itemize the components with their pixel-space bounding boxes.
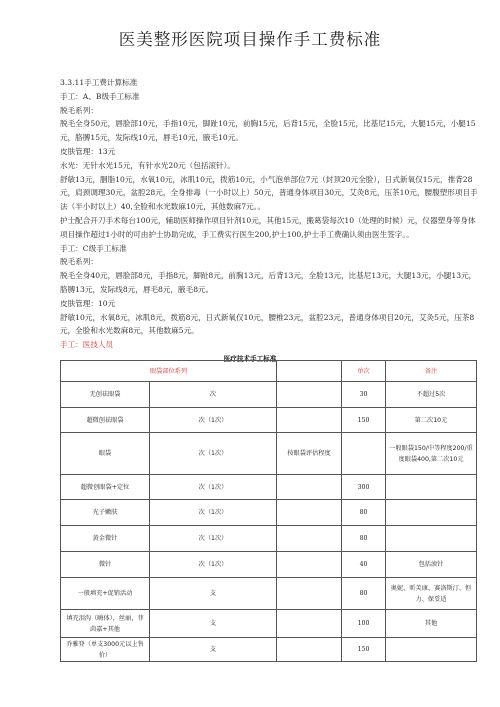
hydration-prices: 水光：无针水光15元，有针水光20元（包括滚针）。 [60, 160, 235, 170]
table-title: 医疗技术手工标准 [223, 355, 277, 363]
cell-item: 微针 [61, 552, 150, 578]
cell-method [277, 500, 342, 526]
cell-method [277, 552, 342, 578]
cell-note: 包括滚针 [386, 552, 477, 578]
cell-method [277, 526, 342, 552]
header-blank [277, 361, 342, 382]
cell-unit: 支 [150, 638, 277, 662]
cell-item: 超微创祛眼袋 [61, 408, 150, 433]
table-row [61, 500, 477, 526]
table-header-row [61, 361, 477, 382]
table-row [61, 526, 477, 552]
cell-unit: 次（1次） [150, 433, 277, 475]
level-ab-heading: 手工：A、B级手工标准 [60, 91, 140, 101]
cell-fee: 80 [342, 578, 386, 610]
cell-note: 奥妮、昕芙康、赛洛斯汀、恒力、保妥适 [386, 578, 477, 610]
header-per-session: 单次 [342, 361, 386, 382]
table-row [61, 578, 477, 610]
cell-method [277, 638, 342, 662]
cell-unit: 次（1次） [150, 475, 277, 500]
cell-fee [342, 433, 386, 475]
cell-unit: 次（1次） [150, 526, 277, 552]
cell-note [386, 475, 477, 500]
table-row [61, 552, 477, 578]
cell-note: 第二次10元 [386, 408, 477, 433]
cell-unit: 次（1次） [150, 500, 277, 526]
hair-removal-prices-c: 脱毛全身40元，唇脸部8元，手指8元，脚趾8元，前胸13元，后背13元，全脸13元，比基尼13元，大腿13元，小腿13元，胳膊13元，发际线8元，唇毛8元，腋毛8元。 [60, 271, 477, 294]
cell-fee: 40 [342, 552, 386, 578]
skin-care-price-c: 皮肤管理：10元 [60, 298, 116, 308]
cell-note [386, 500, 477, 526]
document-body [60, 76, 478, 352]
cell-fee: 150 [342, 638, 386, 662]
cell-fee: 80 [342, 526, 386, 552]
table-row [61, 475, 477, 500]
medical-staff-heading: 手工：医技人员 [60, 340, 114, 350]
header-notes: 备注 [386, 361, 477, 382]
cell-unit: 次（1次） [150, 408, 277, 433]
cell-method [277, 382, 342, 408]
cell-fee: 80 [342, 500, 386, 526]
care-prices-ab: 舒敏13元，胭脂10元，水氧10元，冰肌10元，拨筋10元，小气泡单部位7元（封顶20元全脸），日式新氧仅15元，推背28元，肩颈调理30元，盆腔28元，全身排毒（一小时以上）50元，普通身体项目30元，艾灸8元，压茶10元，腰腹塑形项目手法（半小时以上）40,全脸和水光数麻10元，其他数麻7元。。 [60, 174, 478, 212]
cell-item: 乔雅登（单支3000元以上售价） [61, 638, 150, 662]
level-c-heading: 手工：C级手工标准 [60, 243, 127, 253]
hair-removal-prices-ab: 脱毛全身50元，唇脸部10元，手指10元，脚趾10元，前胸15元，后背15元，全脸15元，比基尼15元，大腿15元，小腿15元，胳膊15元，发际线10元，唇毛10元，腋毛10元。 [60, 119, 476, 143]
table-row [61, 408, 477, 433]
table-row [61, 638, 477, 662]
cell-method [277, 610, 342, 638]
cell-fee: 300 [342, 475, 386, 500]
cell-unit: 支 [150, 578, 277, 610]
fee-table [60, 360, 477, 662]
cell-fee: 30 [342, 382, 386, 408]
cell-method [277, 475, 342, 500]
header-category: 眼袋部位系列 [61, 361, 277, 382]
hair-removal-heading: 脱毛系列： [60, 105, 98, 115]
cell-note: 一般眼袋150/中等程度200/重度眼袋400,第二次10元 [386, 433, 477, 475]
cell-unit: 次（1次） [150, 552, 277, 578]
cell-unit: 次 [150, 382, 277, 408]
cell-item: 眼袋 [61, 433, 150, 475]
hair-removal-heading-c: 脱毛系列： [60, 257, 98, 267]
cell-item: 光子嫩肤 [61, 500, 150, 526]
nurse-fee-paragraph: 护士配合开刀手术每台100元，辅助医师操作项目针剂10元，其他15元，搬葛袋每次10（处理的时候）元，仪器塑身等身体项目操作超过1小时的可由护士协助完成，手工费实行医生200,护士100,护士手工费确认须由医生签字。。 [60, 215, 476, 239]
skin-care-price-ab: 皮肤管理：13元 [60, 146, 116, 156]
cell-method [277, 578, 342, 610]
cell-method [277, 408, 342, 433]
cell-note [386, 526, 477, 552]
cell-method: 按眼袋评估程度 [277, 433, 342, 475]
care-prices-c: 舒敏10元，水氧8元，冰肌8元，拨筋8元，日式新氧仅10元，腰椎23元，盆腔23元，普通身体项目20元，艾灸5元，压茶8元，全脸和水光数麻8元，其他数麻5元。 [60, 312, 475, 336]
cell-note: 其他 [386, 610, 477, 638]
cell-fee: 100 [342, 610, 386, 638]
document-title: 医美整形医院项目操作手工费标准 [118, 30, 382, 49]
cell-unit: 支 [150, 610, 277, 638]
cell-note [386, 638, 477, 662]
table-row [61, 382, 477, 408]
table-row [61, 433, 477, 475]
table-row [61, 610, 477, 638]
cell-item: 黄金微针 [61, 526, 150, 552]
cell-fee: 150 [342, 408, 386, 433]
section-heading: 3.3.11手工费计算标准 [60, 78, 138, 87]
cell-note: 不超过5次 [386, 382, 477, 408]
cell-item: 无创祛眼袋 [61, 382, 150, 408]
cell-item: 超微创眼袋+定位 [61, 475, 150, 500]
cell-item: 一般填充+促销活动 [61, 578, 150, 610]
cell-item: 填充泪沟（嗨体），丝丽，菲茵嘉+其他 [61, 610, 150, 638]
